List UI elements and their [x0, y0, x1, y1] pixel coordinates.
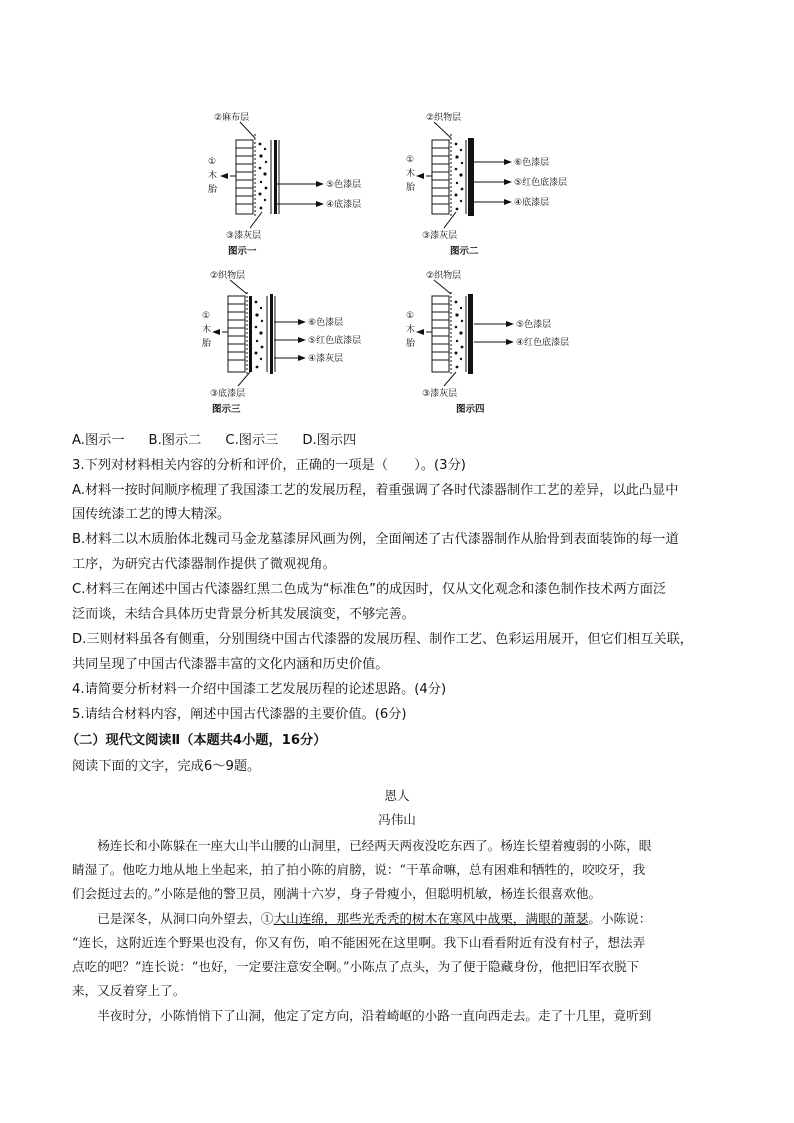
paragraph-2-line-4: 来，又反着穿上了。 [72, 983, 186, 998]
option-b: B.图示二 [148, 433, 202, 448]
p2-text-start: 已是深冬，从洞口向外望去， [72, 911, 261, 926]
label-wood-1: ① [208, 157, 217, 167]
wood-grain [432, 140, 449, 214]
label-cloth: ②织物层 [426, 113, 462, 123]
label-layer-1: ⑥色漆层 [514, 158, 550, 168]
label-wood-3: 胎 [406, 339, 416, 349]
dotted-layer [455, 143, 464, 211]
q3-option-d-line-2: 共同呈现了中国古代漆器丰富的文化内涵和历史价值。 [72, 657, 389, 672]
option-d: D.图示四 [302, 433, 357, 448]
figure-caption: 图示四 [456, 404, 485, 415]
label-wood-2: 木 [406, 325, 416, 335]
q3-option-c-line-1: C.材料三在阐述中国古代漆器红黑二色成为“标准色”的成因时，仅从文化观念和漆色制作技术两方面泛 [72, 582, 667, 597]
q3-option-b-line-2: 工序，为研究古代漆器制作提供了微观视角。 [72, 557, 336, 572]
figure-3-diagram [196, 266, 396, 418]
dotted-layer [455, 301, 464, 369]
wood-grain [432, 296, 449, 372]
label-layer-1: ⑤色漆层 [516, 320, 552, 330]
figure-2-diagram [404, 104, 604, 260]
paragraph-1-line-2: 睛湿了。他吃力地从地上坐起来，拍了拍小陈的肩膀，说：“干革命嘛，总有困难和牺牲的，咬咬牙，我 [72, 862, 646, 877]
label-wood-3: 胎 [406, 183, 416, 193]
q3-stem: 3.下列对材料相关内容的分析和评价，正确的一项是（ ）。(3分) [72, 458, 466, 473]
q3-option-b-line-1: B.材料二以木质胎体北魏司马金龙墓漆屏风画为例，全面阐述了古代漆器制作从胎骨到表面装饰的每一道 [72, 532, 679, 547]
label-layer-1: ⑤色漆层 [326, 180, 362, 190]
label-wood-3: 胎 [208, 185, 218, 195]
label-layer-1: ⑥色漆层 [308, 318, 344, 328]
dotted-layer [255, 301, 264, 369]
figure-3 [196, 266, 396, 418]
label-cloth: ②织物层 [210, 271, 246, 281]
label-bottom: ③底漆层 [210, 389, 246, 399]
q3-option-a-line-2: 国传统漆工艺的博大精深。 [72, 507, 231, 522]
paragraph-2-line-3: 点吃的吧？”连长说：“也好，一定要注意安全啊。”小陈点了点头，为了便于隐藏身份，他把旧军衣脱下 [72, 959, 640, 974]
option-c: C.图示三 [225, 433, 279, 448]
label-wood-1: ① [202, 311, 211, 321]
label-bottom: ③漆灰层 [422, 389, 458, 399]
q3-option-a-line-1: A.材料一按时间顺序梳理了我国漆工艺的发展历程，着重强调了各时代漆器制作工艺的差异，以此凸显中 [72, 483, 679, 498]
story-title: 恩人 [384, 788, 410, 803]
label-cloth: ②麻布层 [214, 113, 250, 123]
paragraph-3-line-1: 半夜时分，小陈悄悄下了山洞，他定了定方向，沿着崎岖的小路一直向西走去。走了十几里，竟听到 [72, 1008, 652, 1023]
p2-text-end: 。小陈说： [588, 911, 652, 926]
label-layer-2: ④红色底漆层 [516, 338, 570, 348]
figure-1 [200, 104, 390, 260]
figure-caption: 图示二 [450, 246, 479, 257]
label-layer-3: ④底漆层 [514, 198, 550, 208]
label-bottom: ③漆灰层 [226, 231, 262, 241]
label-wood-1: ① [406, 155, 415, 165]
figure-4-diagram [404, 266, 604, 418]
section-heading: （二）现代文阅读Ⅱ（本题共4小题，16分） [66, 733, 327, 748]
dotted-layer [259, 143, 268, 210]
q3-option-d-line-1: D.三则材料虽各有侧重，分别围绕中国古代漆器的发展历程、制作工艺、色彩运用展开，但它们相互关联， [72, 632, 693, 647]
option-a: A.图示一 [72, 433, 125, 448]
paragraph-1-line-3: 们会挺过去的。”小陈是他的警卫员，刚满十六岁，身子骨瘦小，但聪明机敏，杨连长很喜欢他。 [72, 886, 602, 901]
label-layer-2: ⑤红色底漆层 [308, 336, 362, 346]
label-layer-2: ⑤红色底漆层 [514, 178, 568, 188]
label-layer-2: ④底漆层 [326, 200, 362, 210]
wood-grain [228, 296, 245, 372]
q5: 5.请结合材料内容，阐述中国古代漆器的主要价值。(6分) [72, 707, 407, 722]
figure-2 [404, 104, 604, 260]
q3-option-c-line-2: 泛而谈，未结合具体历史背景分析其发展演变，不够完善。 [72, 607, 415, 622]
figure-caption: 图示三 [212, 404, 241, 415]
q4: 4.请简要分析材料一介绍中国漆工艺发展历程的论述思路。(4分) [72, 682, 447, 697]
paragraph-2-line-2: “连长，这附近连个野果也没有，你又有伤，咱不能困死在这里啊。我下山看看附近有没有村子，想法弄 [72, 935, 646, 950]
paragraph-1-line-1: 杨连长和小陈躲在一座大山半山腰的山洞里，已经两天两夜没吃东西了。杨连长望着瘦弱的小陈，眼 [72, 838, 652, 853]
q2-options [72, 431, 380, 451]
label-wood-2: 木 [208, 171, 218, 181]
label-bottom: ③漆灰层 [422, 231, 458, 241]
wood-grain [236, 140, 253, 214]
label-cloth: ②织物层 [426, 271, 462, 281]
label-layer-3: ④漆灰层 [308, 354, 344, 364]
label-wood-1: ① [406, 311, 415, 321]
label-wood-2: 木 [406, 169, 416, 179]
paragraph-2-line-1 [72, 908, 722, 929]
label-wood-2: 木 [202, 325, 212, 335]
figure-caption: 图示一 [228, 246, 257, 257]
label-wood-3: 胎 [202, 339, 212, 349]
figure-1-diagram [200, 104, 390, 260]
underlined-sentence: 大山连绵，那些光秃秃的树木在寒风中战栗，满眼的萧瑟 [273, 911, 589, 926]
figure-4 [404, 266, 604, 418]
sentence-marker: ① [260, 911, 274, 926]
story-author: 冯伟山 [378, 812, 416, 827]
instruction: 阅读下面的文字，完成6～9题。 [72, 759, 261, 774]
